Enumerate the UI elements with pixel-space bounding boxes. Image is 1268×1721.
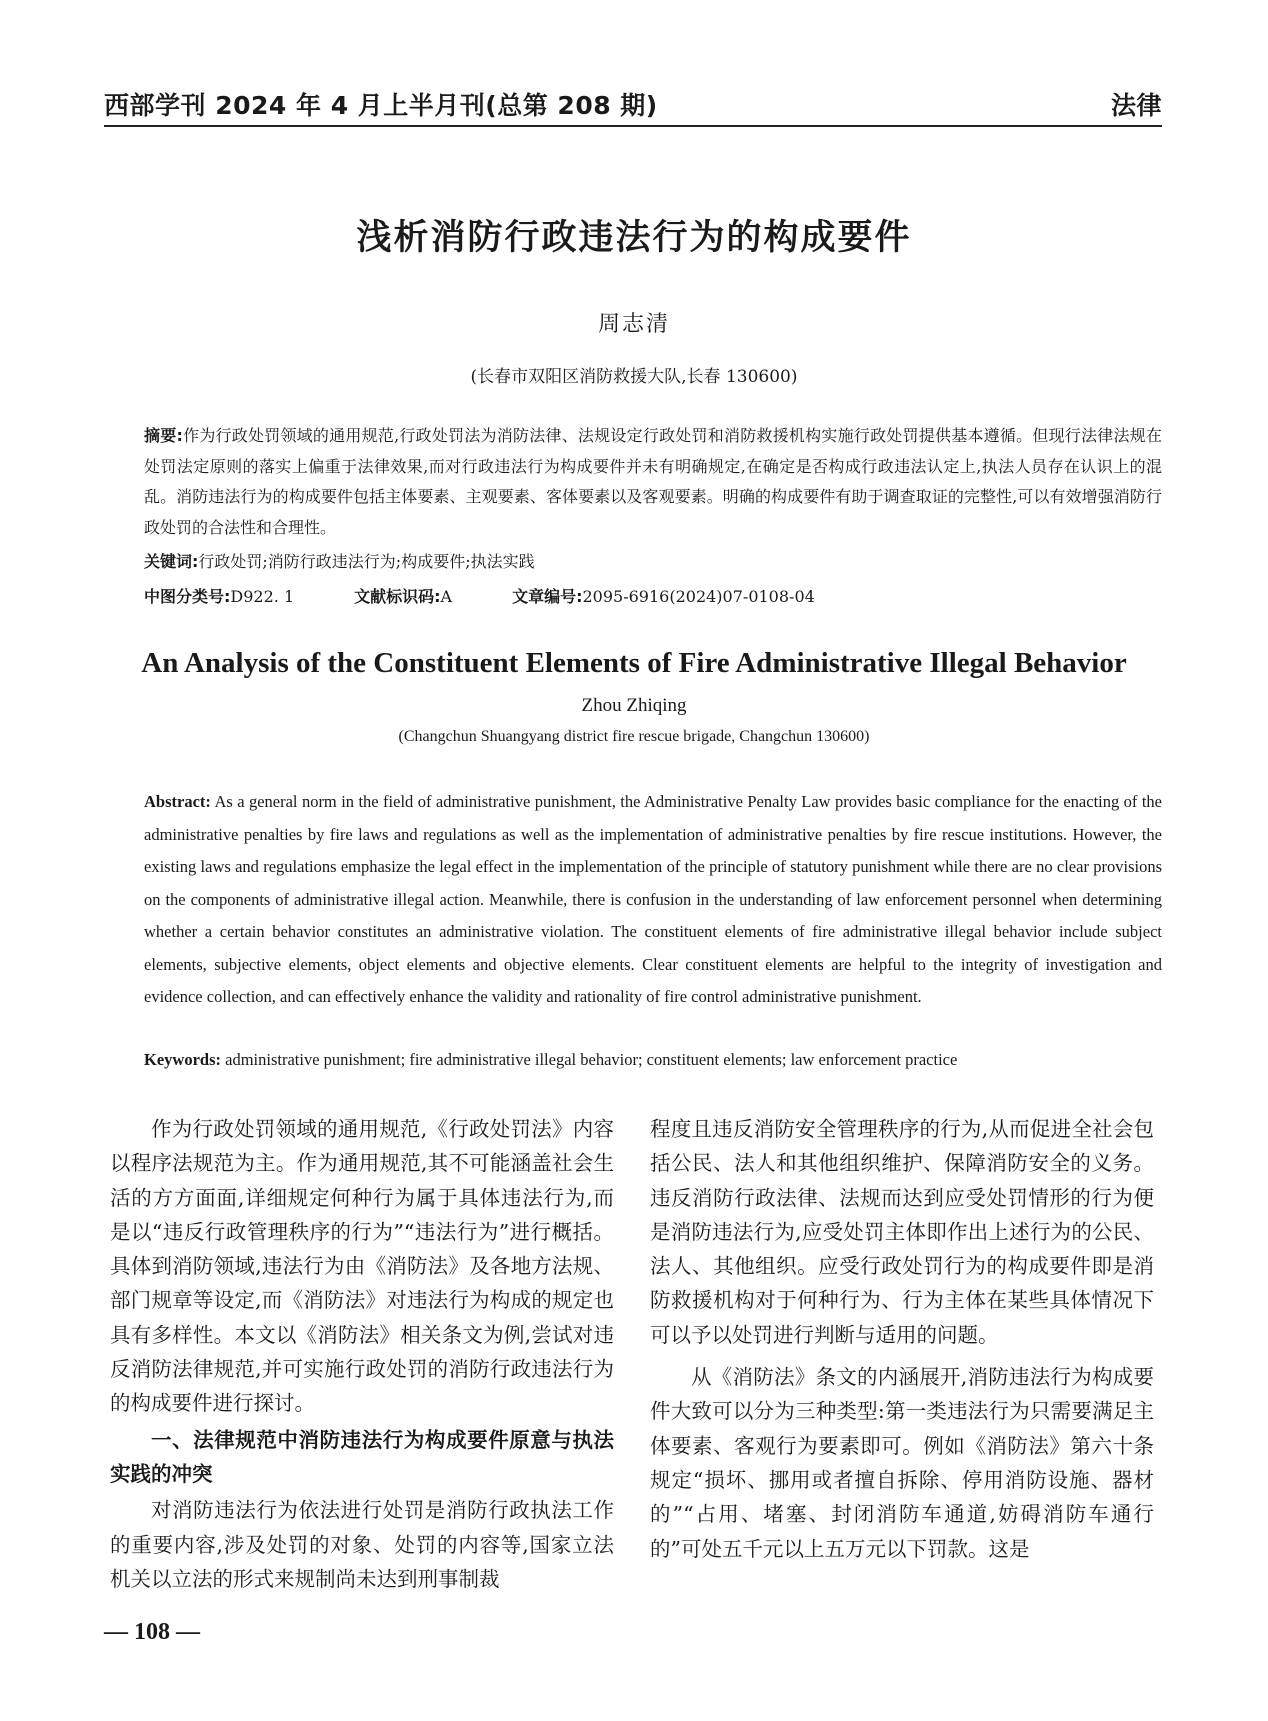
article-value: 2095-6916(2024)07-0108-04 — [582, 587, 815, 606]
page-number: — 108 — — [104, 1619, 200, 1645]
body-paragraph: 程度且违反消防安全管理秩序的行为,从而促进全社会包括公民、法人和其他组织维护、保障消防安全的义务。违反消防行政法律、法规而达到应受处罚情形的行为便是消防违法行为,应受处罚主体即作出上述行为的公民、法人、其他组织。应受行政处罚行为的构成要件即是消防救援机构对于何种行为、行为主体在某些具体情况下可以予以处罚进行判断与适用的问题。 — [650, 1117, 1154, 1347]
keywords-en-text: administrative punishment; fire administrative illegal behavior; constituent elements; law enforcement practice — [225, 1050, 958, 1069]
keywords-cn-text: 行政处罚;消防行政违法行为;构成要件;执法实践 — [198, 552, 535, 571]
clc-number — [144, 582, 294, 612]
body-column-right — [650, 1112, 1154, 1566]
article-label: 文章编号: — [512, 587, 583, 606]
classification-meta — [144, 582, 1162, 612]
body-paragraph: 作为行政处罚领域的通用规范,《行政处罚法》内容以程序法规范为主。作为通用规范,其不可能涵盖社会生活的方方面面,详细规定何种行为属于具体违法行为,而是以“违反行政管理秩序的行为”“违法行为”进行概括。具体到消防领域,违法行为由《消防法》及各地方法规、部门规章等设定,而《消防法》对违法行为构成的规定也具有多样性。本文以《消防法》相关条文为例,尝试对违反消防法律规范,并可实施行政处罚的消防行政违法行为的构成要件进行探讨。 — [110, 1117, 614, 1416]
abstract-cn-text: 作为行政处罚领域的通用规范,行政处罚法为消防法律、法规设定行政处罚和消防救援机构实施行政处罚提供基本遵循。但现行法律法规在处罚法定原则的落实上偏重于法律效果,而对行政违法行为构成要件并未有明确规定,在确定是否构成行政违法认定上,执法人员存在认识上的混乱。消防违法行为的构成要件包括主体要素、主观要素、客体要素以及客观要素。明确的构成要件有助于调查取证的完整性,可以有效增强消防行政处罚的合法性和合理性。 — [144, 426, 1162, 537]
abstract-cn — [144, 421, 1162, 543]
doc-label: 文献标识码: — [354, 587, 441, 606]
abstract-en-label: Abstract: — [144, 792, 211, 811]
section-name: 法律 — [1110, 91, 1162, 120]
header-divider — [104, 125, 1162, 127]
keywords-cn — [144, 547, 1162, 577]
section-heading: 一、法律规范中消防违法行为构成要件原意与执法实践的冲突 — [110, 1427, 614, 1486]
body-column-left — [110, 1112, 614, 1596]
abstract-en-text: As a general norm in the field of administrative punishment, the Administrative Penalty Law provides basic compliance for the enacting of the administrative penalties by fire laws and regulations as well as the implementation of administrative penalties by fire rescue institutions. However, the existing laws and regulations emphasize the legal effect in the implementation of the principle of statutory punishment while there are no clear provisions on the components of administrative illegal action. Meanwhile, there is confusion in the understanding of law enforcement personnel when determining whether a certain behavior constitutes an administrative violation. The constituent elements of fire administrative illegal behavior include subject elements, subjective elements, object elements and objective elements. Clear constituent elements are helpful to the integrity of investigation and evidence collection, and can effectively enhance the validity and rationality of fire control administrative punishment. — [144, 792, 1163, 1006]
article-number — [512, 582, 815, 612]
author-name-en: Zhou Zhiqing — [581, 695, 687, 716]
doc-value: A — [440, 587, 453, 606]
affiliation-en: (Changchun Shuangyang district fire rescue brigade, Changchun 130600) — [398, 728, 870, 745]
keywords-en — [144, 1045, 1162, 1075]
affiliation-cn: (长春市双阳区消防救援大队,长春 130600) — [470, 367, 798, 387]
clc-value: D922. 1 — [230, 587, 295, 606]
keywords-cn-label: 关键词: — [144, 552, 199, 571]
abstract-en — [144, 786, 1162, 1014]
clc-label: 中图分类号: — [144, 587, 231, 606]
author-name-cn: 周志清 — [597, 312, 670, 337]
journal-issue: 西部学刊 2024 年 4 月上半月刊(总第 208 期) — [104, 91, 658, 120]
paper-title-en: An Analysis of the Constituent Elements of Fire Administrative Illegal Behavior — [141, 647, 1127, 679]
body-paragraph: 从《消防法》条文的内涵展开,消防违法行为构成要件大致可以分为三种类型:第一类违法行为只需要满足主体要素、客观行为要素即可。例如《消防法》第六十条规定“损坏、挪用或者擅自拆除、停用消防设施、器材的”“占用、堵塞、封闭消防车通道,妨碍消防车通行的”可处五千元以上五万元以下罚款。这是 — [650, 1365, 1154, 1561]
document-code — [354, 582, 452, 612]
body-paragraph: 对消防违法行为依法进行处罚是消防行政执法工作的重要内容,涉及处罚的对象、处罚的内容等,国家立法机关以立法的形式来规制尚未达到刑事制裁 — [110, 1498, 614, 1591]
keywords-en-label: Keywords: — [144, 1050, 221, 1069]
running-header — [104, 86, 1162, 122]
abstract-cn-label: 摘要: — [144, 426, 183, 445]
paper-title-cn: 浅析消防行政违法行为的构成要件 — [356, 218, 912, 258]
